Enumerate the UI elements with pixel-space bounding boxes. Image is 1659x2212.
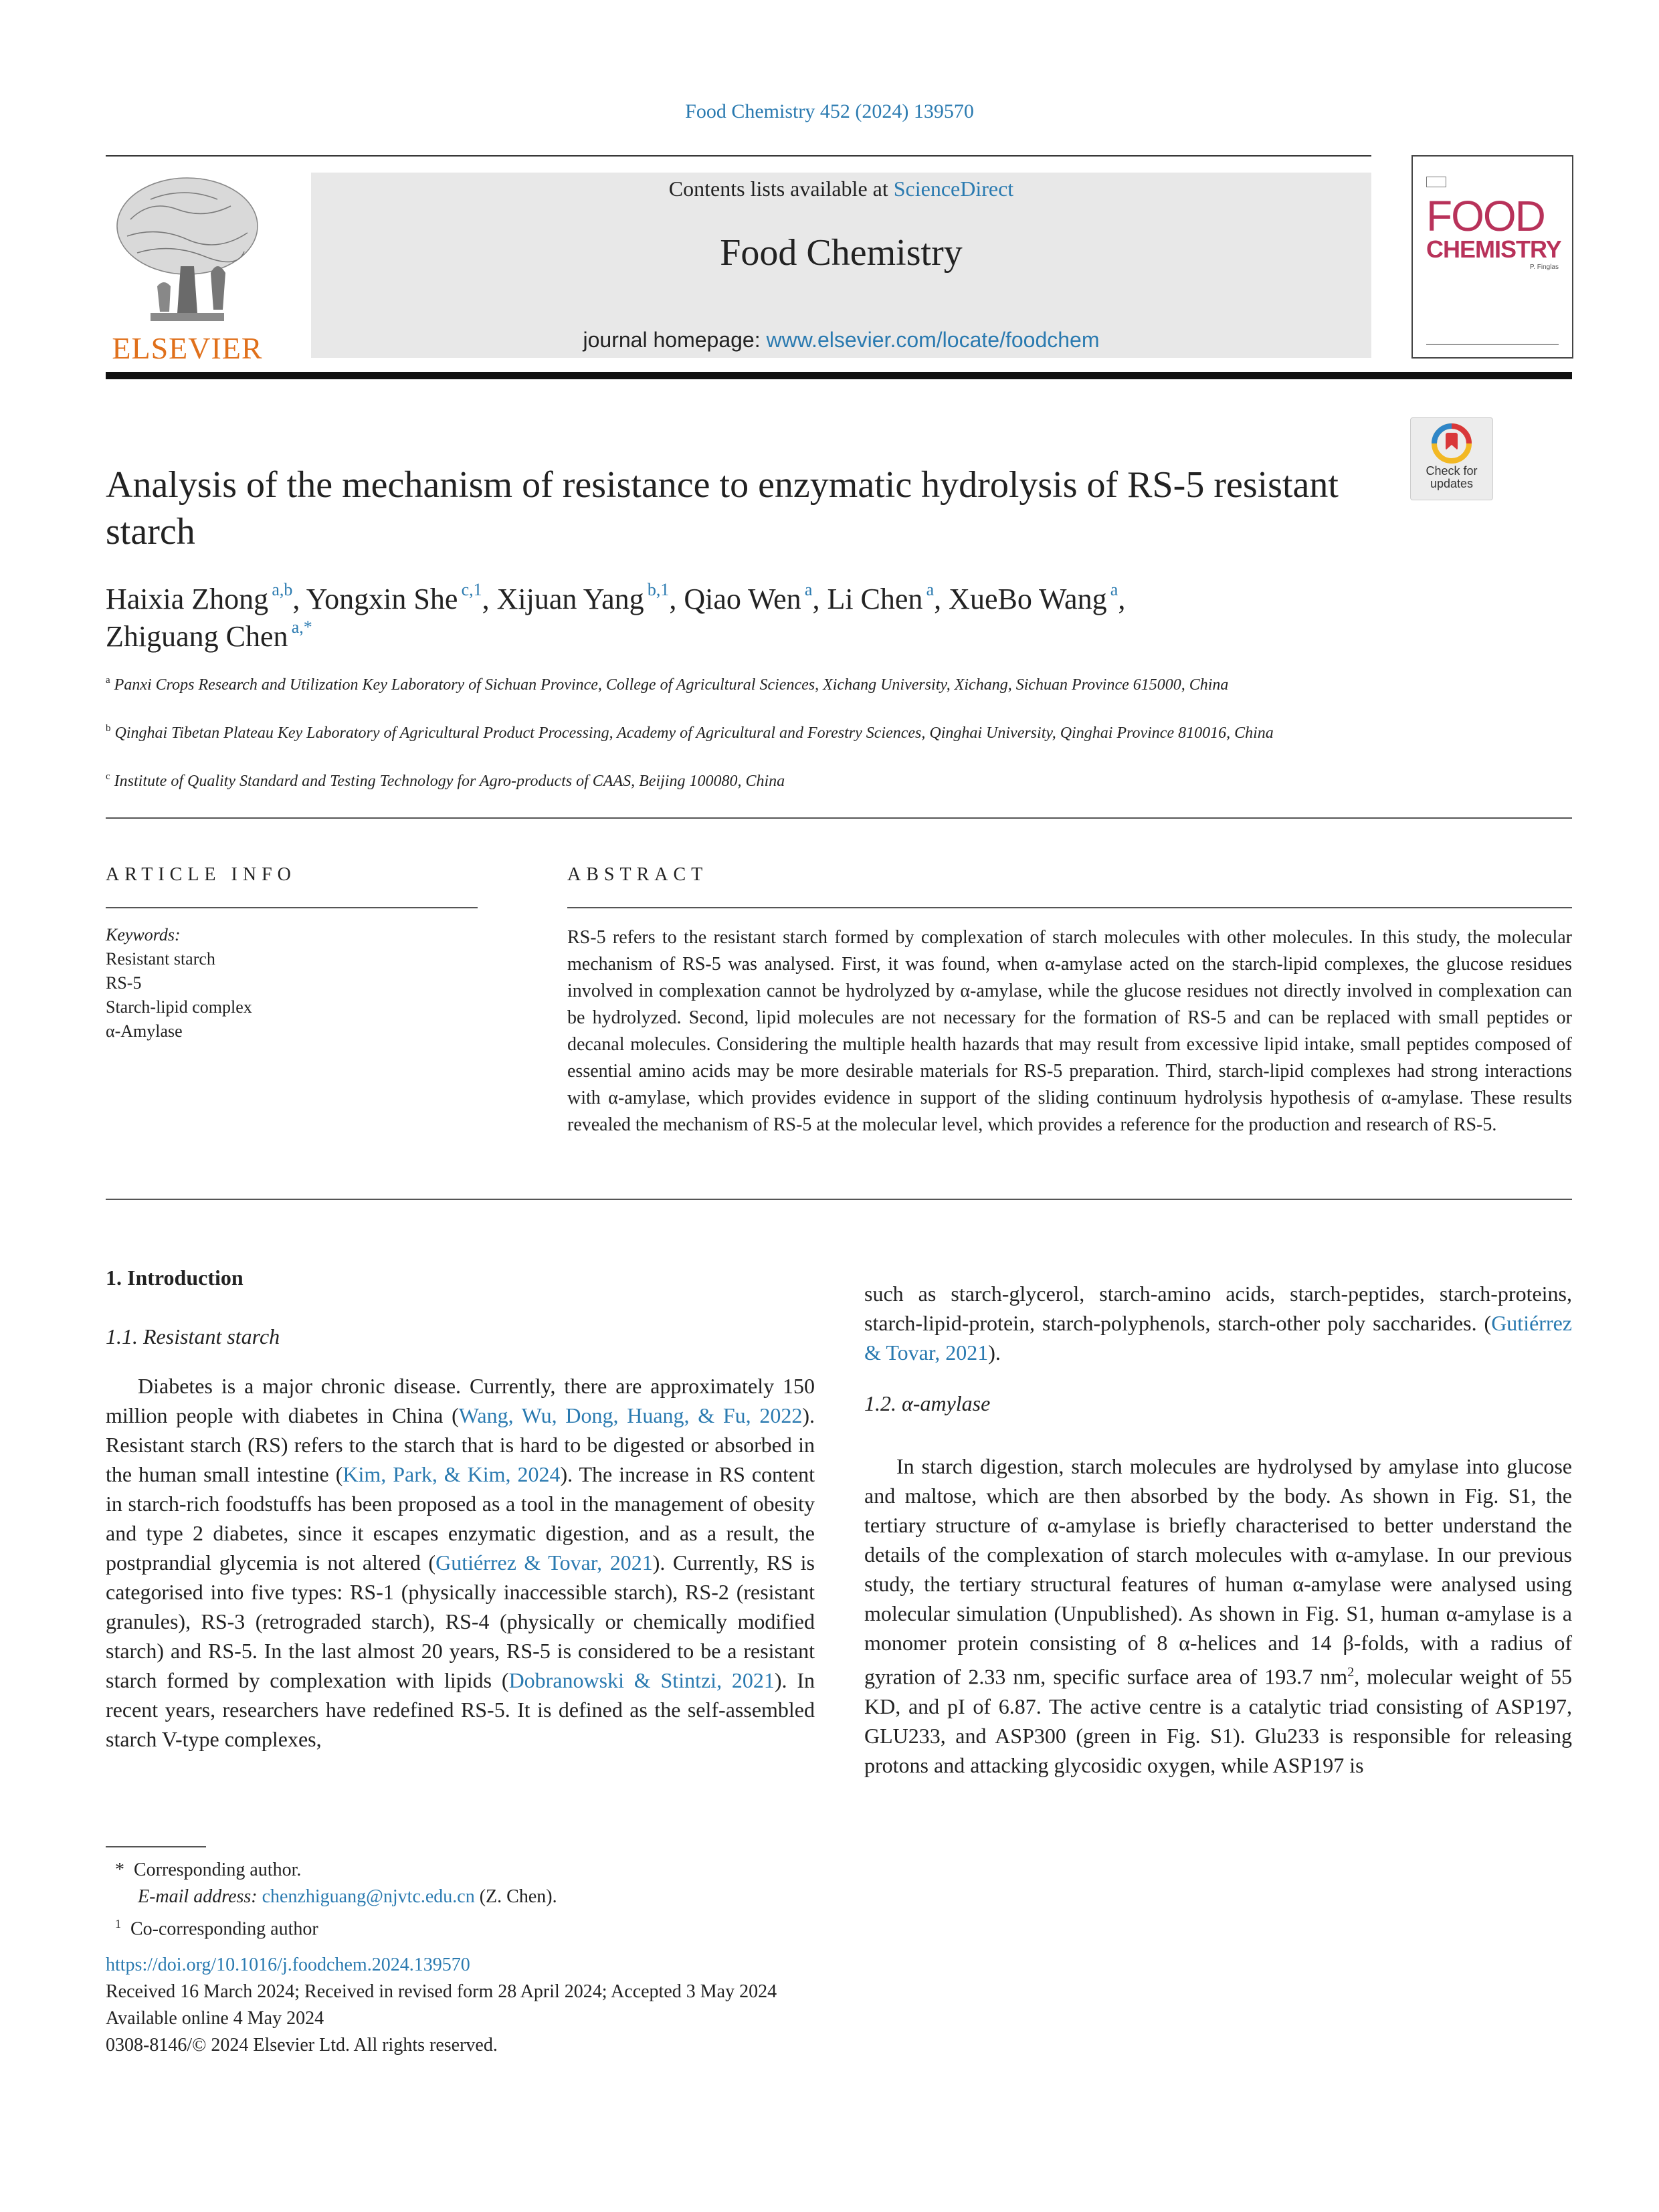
author-affiliation-marker[interactable]: a bbox=[922, 580, 935, 599]
text-run: ). The increase in RS content in starch-rich foodstuffs has been proposed as a tool in the management of obesity and type 2 diabetes, since it escapes enzymatic digestion, and as a result, the postprandial glycemia is not altered ( bbox=[106, 1462, 815, 1575]
homepage-link[interactable]: www.elsevier.com/locate/foodchem bbox=[766, 328, 1100, 352]
cover-badge bbox=[1426, 177, 1446, 187]
superscript: 2 bbox=[1347, 1665, 1355, 1680]
author-separator: , bbox=[292, 583, 306, 615]
journal-header-box bbox=[311, 173, 1371, 358]
author-name[interactable]: XueBo Wang bbox=[949, 583, 1107, 615]
section-1-heading: 1. Introduction bbox=[106, 1266, 243, 1290]
author-name[interactable]: Xijuan Yang bbox=[496, 583, 644, 615]
contents-prefix: Contents lists available at bbox=[668, 177, 894, 201]
article-meta bbox=[106, 1952, 1176, 2059]
author-name[interactable]: Zhiguang Chen bbox=[106, 620, 288, 653]
article-info-heading: ARTICLE INFO bbox=[106, 864, 296, 885]
text-run: ). bbox=[988, 1340, 1001, 1365]
copyright: 0308-8146/© 2024 Elsevier Ltd. All rights reserved. bbox=[106, 2035, 498, 2055]
text-run: In starch digestion, starch molecules are hydrolysed by amylase into glucose and maltose, which are then absorbed by the body. As shown in Fig. S1, the tertiary structure of α-amylase is briefly characterised to better understand the details of the complexation of starch molecules with α-amylase. In our previous study, the tertiary structural features of human α-amylase were analysed using molecular simulation (Unpublished). As shown in Fig. S1, human α-amylase is a monomer protein consisting of 8 α-helices and 14 β-folds, with a radius of gyration of 2.33 nm, specific surface area of 193.7 nm bbox=[864, 1454, 1572, 1689]
abstract-text: RS-5 refers to the resistant starch formed by complexation of starch molecules with other molecules. In this study, the molecular mechanism of RS-5 was analysed. First, it was found, when α-amylase acted on the starch-lipid complexes, the glucose residues involved in complexation cannot be hydrolyzed by α-amylase, while the glucose residues not directly involved in complexation can be hydrolyzed. Second, lipid molecules are not necessary for the formation of RS-5 and can be replaced with small peptides or decanal molecules. Considering the multiple health hazards that may result from excessive lipid intake, small peptides composed of essential amino acids may be more desirable materials for RS-5 preparation. Third, starch-lipid complexes had strong interactions with α-amylase, which provides evidence in support of the sliding continuum hydrolysis hypothesis of α-amylase. These results revealed the mechanism of RS-5 at the molecular level, which provides a reference for the production and research of RS-5. bbox=[567, 927, 1572, 1135]
text-run: ). In recent years, researchers have redefined RS-5. It is defined as the self-assembled starch V-type complexes, bbox=[106, 1668, 815, 1751]
keyword-item: Starch-lipid complex bbox=[106, 997, 252, 1017]
author-affiliation-marker[interactable]: a,* bbox=[288, 617, 312, 637]
text-run: Diabetes is a major chronic disease. Currently, there are approximately 150 million people with diabetes in China ( bbox=[106, 1374, 815, 1427]
citation-link[interactable]: Kim, Park, & Kim, 2024 bbox=[343, 1462, 561, 1486]
text-run: such as starch-glycerol, starch-amino acids, starch-peptides, starch-proteins, starch-lipid-protein, starch-polyphenols, starch-other poly saccharides. ( bbox=[864, 1282, 1572, 1335]
paragraph bbox=[106, 1371, 815, 1754]
journal-cover-thumbnail[interactable] bbox=[1411, 155, 1573, 359]
paragraph bbox=[864, 1451, 1572, 1780]
elsevier-logo[interactable] bbox=[104, 173, 271, 365]
check-updates-label: Check for updates bbox=[1426, 464, 1478, 490]
keyword-item: RS-5 bbox=[106, 973, 142, 993]
keyword-item: Resistant starch bbox=[106, 949, 215, 969]
contents-line bbox=[311, 177, 1371, 201]
author-affiliation-marker[interactable]: a,b bbox=[268, 580, 293, 599]
paragraph bbox=[864, 1279, 1572, 1367]
section-1-2-heading: 1.2. α-amylase bbox=[864, 1391, 991, 1415]
author-name[interactable]: Li Chen bbox=[827, 583, 923, 615]
keywords-label: Keywords: bbox=[106, 925, 181, 944]
author-name[interactable]: Haixia Zhong bbox=[106, 583, 269, 615]
right-column-text-top bbox=[864, 1279, 1572, 1367]
author-separator: , bbox=[934, 583, 949, 615]
keyword-item: α-Amylase bbox=[106, 1021, 183, 1041]
abstract-bottom-rule bbox=[106, 1199, 1572, 1200]
top-rule bbox=[106, 155, 1371, 157]
affiliation-b: $^b$ Qinghai Tibetan Plateau Key Laboratory of Agricultural Product Processing, Academy of Agricultural and Forestry Sciences, Qinghai University, Qinghai Province 810016, China bbox=[106, 723, 1274, 742]
elsevier-tree-icon bbox=[110, 173, 264, 325]
citation-link[interactable]: Gutiérrez & Tovar, 2021 bbox=[435, 1550, 653, 1575]
email-link[interactable]: chenzhiguang@njvtc.edu.cn bbox=[262, 1886, 475, 1907]
abstract-heading: ABSTRACT bbox=[567, 864, 708, 885]
left-column-text bbox=[106, 1371, 815, 1754]
cover-divider bbox=[1426, 344, 1559, 345]
footnotes bbox=[106, 1857, 842, 1942]
author-list bbox=[106, 581, 1363, 656]
author-name[interactable]: Yongxin She bbox=[306, 583, 458, 615]
citation-link[interactable]: Dobranowski & Stintzi, 2021 bbox=[508, 1668, 775, 1692]
journal-reference-link[interactable]: Food Chemistry 452 (2024) 139570 bbox=[685, 100, 974, 122]
journal-name: Food Chemistry bbox=[720, 232, 963, 274]
author-affiliation-marker[interactable]: a bbox=[1106, 580, 1118, 599]
available-online: Available online 4 May 2024 bbox=[106, 2008, 324, 2029]
author-separator: , bbox=[482, 583, 497, 615]
keywords-block bbox=[106, 923, 480, 1043]
author-name[interactable]: Qiao Wen bbox=[684, 583, 801, 615]
elsevier-wordmark: ELSEVIER bbox=[112, 331, 263, 365]
section-1-1-heading: 1.1. Resistant starch bbox=[106, 1324, 280, 1348]
email-note: E-mail address: chenzhiguang@njvtc.edu.cn (Z. Chen). bbox=[138, 1886, 557, 1907]
affiliation-a: $^a$ Panxi Crops Research and Utilization Key Laboratory of Sichuan Province, College of Agricultural Sciences, Xichang University, Xichang, Sichuan Province 615000, China bbox=[106, 675, 1229, 694]
check-updates-icon bbox=[1411, 418, 1492, 465]
affiliations-rule bbox=[106, 817, 1572, 819]
author-affiliation-marker[interactable]: b,1 bbox=[644, 580, 670, 599]
sciencedirect-link[interactable]: ScienceDirect bbox=[893, 177, 1014, 201]
text-run: ). Resistant starch (RS) refers to the starch that is hard to be digested or absorbed in the human small intestine ( bbox=[106, 1403, 815, 1486]
author-separator: , bbox=[812, 583, 827, 615]
citation-link[interactable]: Gutiérrez & Tovar, 2021 bbox=[864, 1311, 1572, 1365]
right-column-text bbox=[864, 1451, 1572, 1780]
text-run: , molecular weight of 55 KD, and pI of 6.87. The active centre is a catalytic triad consisting of ASP197, GLU233, and ASP300 (green in Fig. S1). Glu233 is responsible for releasing protons and attacking glycosidic oxygen, while ASP197 is bbox=[864, 1664, 1573, 1777]
cover-editor: P. Finglas bbox=[1529, 264, 1559, 271]
received-dates: Received 16 March 2024; Received in revised form 28 April 2024; Accepted 3 May 2024 bbox=[106, 1981, 777, 2002]
header-thick-rule bbox=[106, 372, 1572, 379]
article-info-rule bbox=[106, 907, 478, 908]
citation-link[interactable]: Wang, Wu, Dong, Huang, & Fu, 2022 bbox=[458, 1403, 803, 1427]
corresponding-author-note: * Corresponding author. bbox=[115, 1859, 302, 1880]
footnote-rule bbox=[106, 1846, 206, 1847]
check-for-updates-button[interactable] bbox=[1410, 417, 1493, 500]
cover-title-chemistry: CHEMISTRY bbox=[1426, 235, 1561, 263]
homepage-line bbox=[311, 328, 1371, 353]
author-separator: , bbox=[669, 583, 684, 615]
co-corresponding-note: $^1$ Co-corresponding author bbox=[115, 1917, 318, 1940]
abstract-rule bbox=[567, 907, 1572, 908]
cover-title-food: FOOD bbox=[1426, 192, 1545, 240]
author-separator: , bbox=[1118, 583, 1126, 615]
article-title: Analysis of the mechanism of resistance to enzymatic hydrolysis of RS-5 resistant starch bbox=[106, 464, 1339, 552]
doi-link[interactable]: https://doi.org/10.1016/j.foodchem.2024.139570 bbox=[106, 1954, 470, 1975]
author-affiliation-marker[interactable]: a bbox=[801, 580, 813, 599]
homepage-prefix: journal homepage: bbox=[583, 328, 767, 352]
text-run: ). Currently, RS is categorised into five types: RS-1 (physically inaccessible starch), RS-2 (resistant granules), RS-3 (retrograded starch), RS-4 (physically or chemically modified starch) and RS-5. In the last almost 20 years, RS-5 is considered to be a resistant starch formed by complexation with lipids ( bbox=[106, 1550, 815, 1692]
affiliation-c: $^c$ Institute of Quality Standard and Testing Technology for Agro-products of CAAS, Beijing 100080, China bbox=[106, 771, 785, 790]
author-affiliation-marker[interactable]: c,1 bbox=[458, 580, 482, 599]
